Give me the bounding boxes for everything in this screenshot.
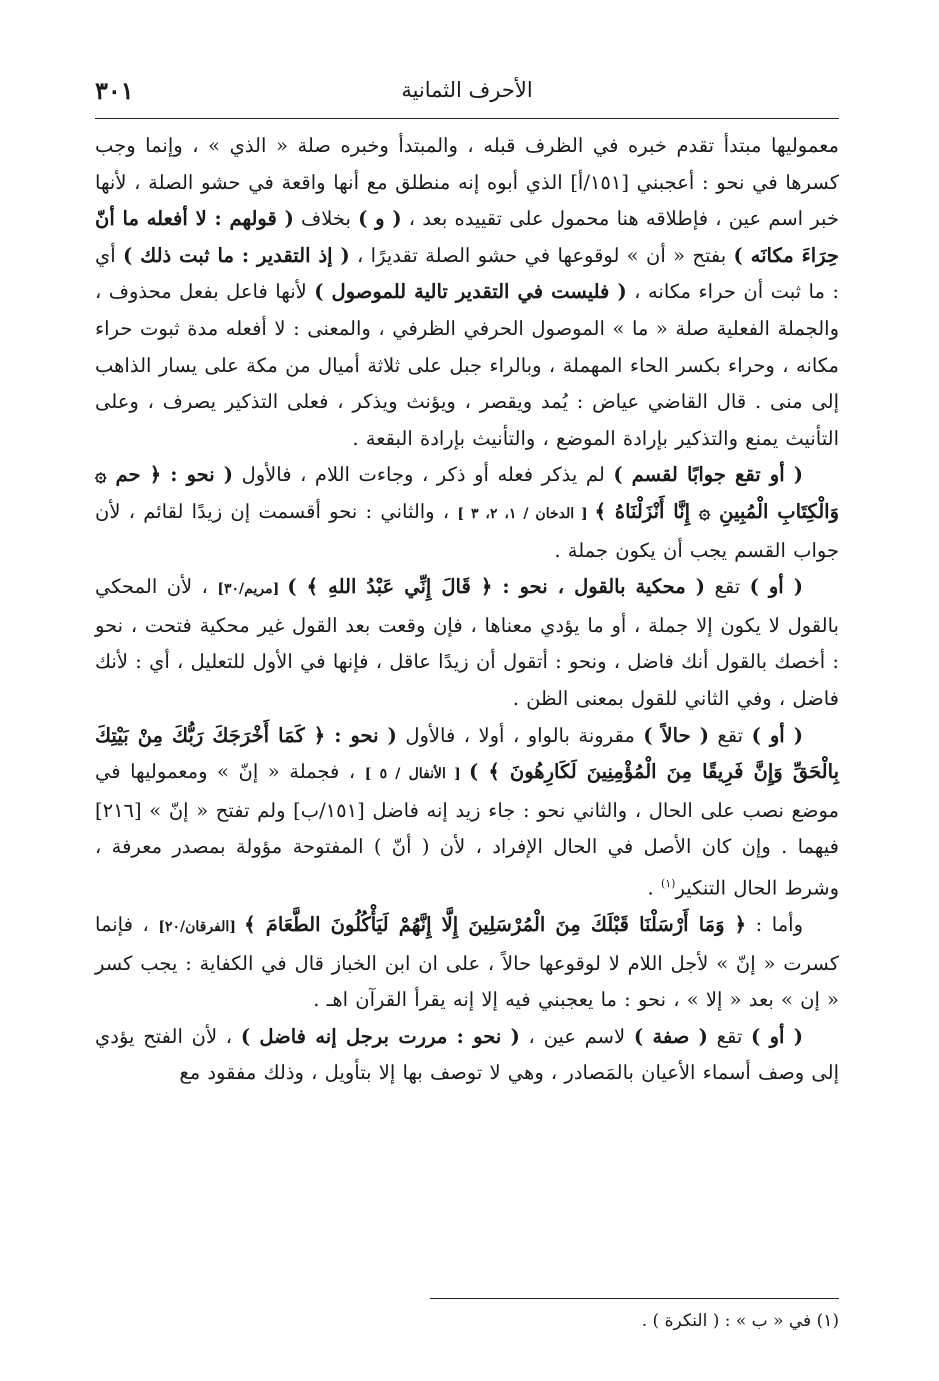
text-run: ، لأن الفتح يؤدي إلى وصف أسماء الأعيان بالمَصادر ، وهي لا توصف بها إلا بتأويل ، وذلك مفقود مع <box>95 1024 839 1085</box>
text-run: معموليها مبتدأ تقدم خبره في الظرف قبله ، والمبتدأ وخبره صلة « الذي » ، وإنما وجب كسرها في نحو : أعجبني [١٥١/أ] الذي أبوه إنه منطلق مع أنها واقعة في حشو الصلة ، لأنها خبر اسم عين ، فإطلاقه هنا محمول على تقييده بعد ، <box>95 134 839 231</box>
text-run: تقع <box>707 1024 752 1048</box>
paragraph <box>95 128 839 457</box>
text-run: ، فجملة « إنّ » ومعموليها في موضع نصب على الحال ، والثاني نحو : جاء زيد إنه فاضل [١٥١/ب] ولم تفتح « إنّ » [٢١٦] فيهما . وإن كان الأصل في الحال الإفراد ، لأن ( أنّ ) المفتوحة مؤولة بمصدر معرفة ، وشرط الحال التنكير <box>95 760 839 900</box>
text-run: ، فإنما كسرت « إنّ » لأجل اللام لا لوقوعها حالاً ، على ان ابن الخباز قال في الكفاية : يجب كسر « إن » بعد « إلا » ، نحو : ما يعجبني فيه إلا إنه يقرأ القرآن اهـ . <box>95 912 839 1012</box>
text-run: أي : ما ثبت أن حراء مكانه ، <box>95 243 839 304</box>
text-run: مقرونة بالواو ، أولا ، فالأول <box>396 723 644 747</box>
emphasis-text: ( نحو : مررت برجل إنه فاضل ) <box>240 1024 520 1048</box>
emphasis-text: ﴿ وَمَا أَرْسَلْنَا قَبْلَكَ مِنَ الْمُرْسَلِينَ إِلَّا إِنَّهُمْ لَيَأْكُلُونَ الطَّعَامَ ﴾ <box>244 912 747 936</box>
emphasis-text: ( أو ) <box>749 575 803 599</box>
text-run: لاسم عين ، <box>519 1024 634 1048</box>
text-run: بخلاف <box>293 207 359 231</box>
citation: [ الأنفال / ٥ ] <box>364 766 469 783</box>
text-run: تقع <box>708 723 752 747</box>
emphasis-text: ( أو تقع جوابًا لقسم ) <box>613 463 803 487</box>
paragraph <box>95 907 839 1019</box>
emphasis-text: ( نحو : ﴿ كَمَا أَخْرَجَكَ رَبُّكَ مِنْ بَيْتِكَ بِالْحَقِّ وَإِنَّ فَرِيقًا مِنَ الْمُؤْمِنِينَ لَكَارِهُونَ ﴾ ) <box>95 723 839 784</box>
footnote-marker: (١) <box>660 876 676 890</box>
paragraph <box>95 1019 839 1092</box>
emphasis-text: ( حالاً ) <box>643 723 709 747</box>
text-run: وأما : <box>746 912 803 936</box>
emphasis-text: ( أو ) <box>751 723 803 747</box>
text-run: بفتح « أن » لوقوعها في حشو الصلة تقديرًا ، <box>349 243 734 267</box>
page-number: ٣٠١ <box>95 76 134 105</box>
paragraph <box>95 718 839 907</box>
text-run: تقع <box>704 575 750 599</box>
emphasis-text: ( محكية بالقول ، نحو : ﴿ قَالَ إِنِّي عَبْدُ اللهِ ﴾ ) <box>287 575 705 599</box>
citation: [ الدخان / ١، ٢، ٣ ] <box>457 505 595 522</box>
text-run: لأنها فاعل بفعل محذوف ، والجملة الفعلية صلة « ما » الموصول الحرفي الظرفي ، والمعنى : لا أفعله مدة ثبوت حراء مكانه ، وحراء بكسر الحاء المهملة ، وبالراء جبل على ثلاثة أميال من مكة على يسار الذاهب إلى منى . قال القاضي عياض : يُمد ويقصر ، ويؤنث ويذكر ، فعلى التذكير يصرف ، وعلى التأنيث يمنع والتذكير بإرادة الموضع ، والتأنيث بإرادة البقعة . <box>95 280 839 450</box>
emphasis-text: ( فليست في التقدير تالية للموصول ) <box>314 280 627 304</box>
paragraph <box>95 569 839 717</box>
page-header <box>95 74 839 119</box>
text-run: ، لأن المحكي بالقول لا يكون إلا جملة ، أو ما يؤدي معناها ، فإن وقعت بعد القول غير محكية فتحت ، نحو : أخصك بالقول أنك فاضل ، ونحو : أتقول أن زيدًا عاقل ، فإنها في الأول للتعليل ، أي : لأنك فاضل ، وفي الثاني للقول بمعنى الظن . <box>95 575 839 710</box>
emphasis-text: ( أو ) <box>751 1024 803 1048</box>
emphasis-text: ( إذ التقدير : ما ثبت ذلك ) <box>123 243 350 267</box>
paragraph <box>95 457 839 569</box>
citation: [الفرقان/٢٠] <box>158 918 245 935</box>
text-run: ، والثاني : نحو أقسمت إن زيدًا لقائم ، لأن جواب القسم يجب أن يكون جملة . <box>95 499 839 562</box>
page-title: الأحرف الثمانية <box>401 78 533 102</box>
text-run: . <box>647 876 661 900</box>
footnote: (١) في « ب » : ( النكرة ) . <box>641 1311 839 1331</box>
main-text <box>95 128 839 1092</box>
emphasis-text: ( صفة ) <box>633 1024 708 1048</box>
citation: [مريم/٣٠] <box>217 581 288 598</box>
emphasis-text: ( و ) <box>358 207 402 231</box>
emphasis-text: ( نحو : ﴿ حم ۞ وَالْكِتَابِ الْمُبِينِ ۞ إِنَّا أَنْزَلْنَاهُ ﴾ <box>95 463 839 523</box>
emphasis-text: ( قولهم : لا أفعله ما أنّ حِرَاءَ مكانَه ) <box>95 207 839 267</box>
text-run: لم يذكر فعله أو ذكر ، وجاءت اللام ، فالأول <box>233 463 614 487</box>
footnote-divider <box>430 1298 839 1299</box>
